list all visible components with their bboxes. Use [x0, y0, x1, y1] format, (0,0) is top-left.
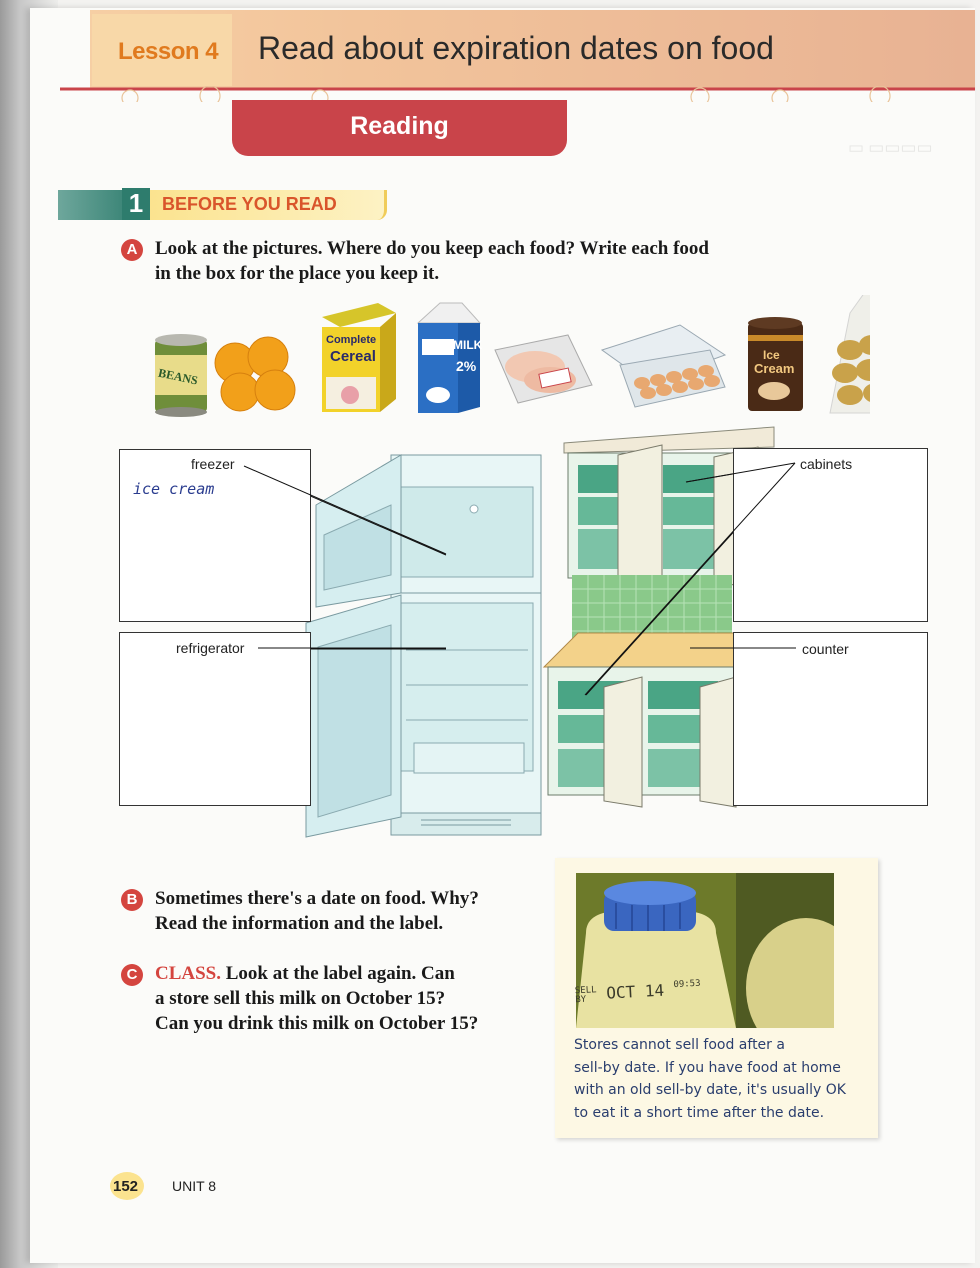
cereal-label-line-2: Cereal: [330, 348, 376, 365]
bleed-through: ▭ ▭▭▭▭: [848, 138, 933, 157]
counter-label: counter: [802, 641, 849, 657]
stamp-time: 09:53: [673, 978, 701, 991]
caption-line-1: Stores cannot sell food after a: [574, 1037, 785, 1053]
milk-jug-photo-art: [576, 873, 834, 1028]
lesson-number: Lesson 4: [118, 38, 219, 65]
reading-banner-label: Reading: [350, 112, 449, 140]
activity-b-line-2: Read the information and the label.: [155, 913, 444, 934]
activity-c-line-1-rest: Look at the label again. Can: [221, 963, 455, 984]
activity-c-instructions: [155, 961, 478, 1036]
activity-a-line-1: Look at the pictures. Where do you keep each food? Write each food: [155, 238, 709, 259]
stamp-by-text: BY: [575, 994, 587, 1005]
page-number: 152: [113, 1178, 139, 1195]
stamp-sell-text: SELL: [574, 984, 597, 996]
freezer-label: freezer: [191, 456, 235, 472]
caption-line-4: to eat it a short time after the date.: [574, 1104, 825, 1121]
milk-jug-photo: [576, 873, 834, 1028]
class-keyword: CLASS.: [155, 963, 221, 984]
activity-b-badge: B: [121, 889, 143, 911]
activity-a-line-2: in the box for the place you keep it.: [155, 263, 440, 284]
activity-a-badge: A: [121, 239, 143, 261]
refrigerator-label: refrigerator: [176, 640, 245, 656]
activity-c-badge: C: [121, 964, 143, 986]
caption-line-2: sell-by date. If you have food at home: [574, 1059, 841, 1076]
page-title: Read about expiration dates on food: [258, 30, 774, 66]
freezer-handwritten-answer: ice cream: [133, 480, 215, 498]
milk-percent: 2%: [456, 358, 477, 374]
cabinets-label: cabinets: [800, 456, 853, 472]
activity-c-line-3: Can you drink this milk on October 15?: [155, 1013, 479, 1034]
beans-label: BEANS: [157, 365, 200, 388]
section-number: 1: [122, 188, 150, 220]
ice-cream-label-line-1: Ice: [763, 348, 780, 362]
section-title: BEFORE YOU READ: [162, 194, 337, 214]
activity-c-line-2: a store sell this milk on October 15?: [155, 988, 446, 1009]
note-caption: [574, 1034, 864, 1124]
activity-b-line-1: Sometimes there's a date on food. Why?: [155, 888, 479, 909]
unit-label: UNIT 8: [172, 1178, 217, 1194]
caption-line-3: with an old sell-by date, it's usually OK: [574, 1082, 846, 1098]
stamp-date: OCT 14: [605, 980, 665, 1003]
activity-c-line-1: [155, 961, 478, 986]
ice-cream-label-line-2: Cream: [754, 361, 795, 376]
activity-b-instructions: [155, 886, 479, 936]
milk-label: MILK: [453, 338, 483, 352]
cereal-label-line-1: Complete: [326, 334, 377, 346]
stamp-sell-by: [575, 986, 598, 1005]
